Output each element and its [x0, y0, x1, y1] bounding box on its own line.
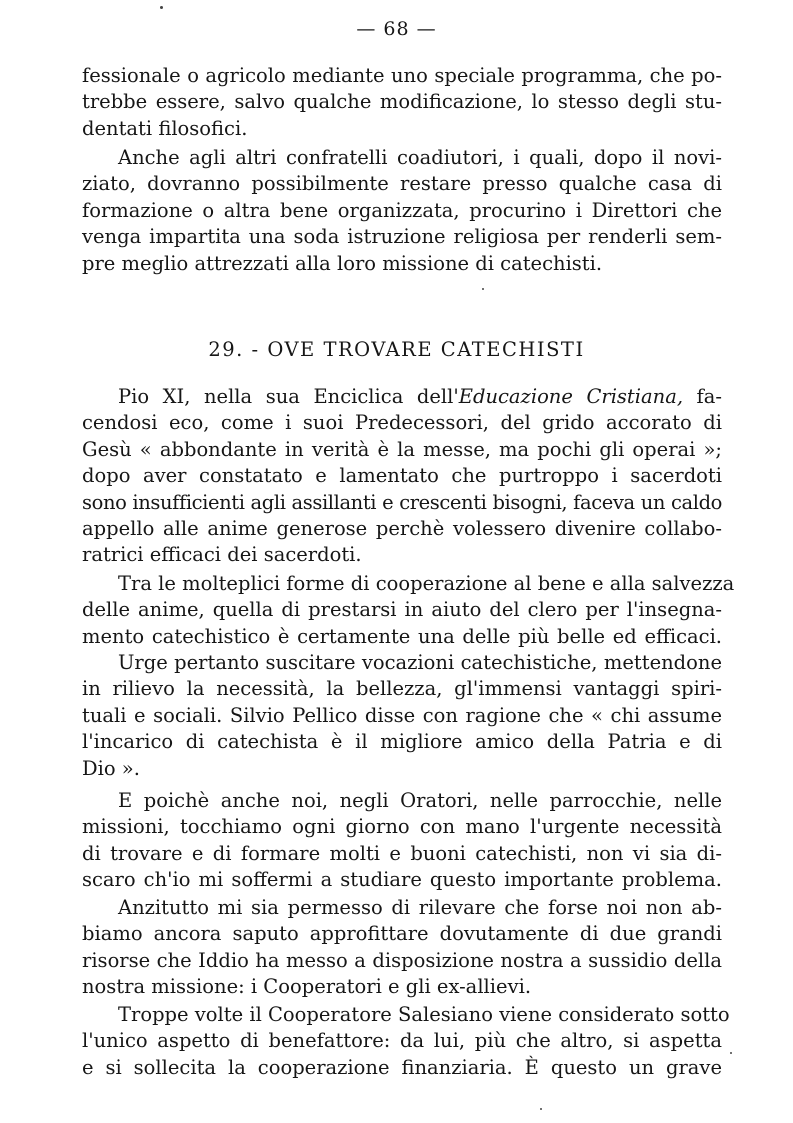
- section-heading: 29. - OVE TROVARE CATECHISTI: [208, 338, 585, 361]
- paragraph-risorse: [82, 895, 722, 1001]
- paragraph-oratori: [82, 788, 722, 894]
- text-line: risorse che Iddio ha messo a disposizione nostra a sussidio della: [82, 948, 722, 972]
- text-line: Dio ».: [82, 756, 140, 780]
- text-line: appello alle anime generose perchè volessero divenire collabo-: [82, 516, 722, 540]
- paragraph-vocazioni: [82, 650, 722, 782]
- text-line: Anzitutto mi sia permesso di rilevare che forse noi non ab-: [118, 896, 722, 919]
- text-line: Troppe volte il Cooperatore Salesiano viene considerato sotto: [118, 1003, 730, 1026]
- text-line: biamo ancora saputo approfittare dovutamente di due grandi: [82, 922, 722, 946]
- text-fragment: Pio XI, nella sua Enciclica dell': [118, 385, 459, 408]
- paragraph-coadiutori: [82, 145, 722, 277]
- text-line: scaro ch'io mi soffermi a studiare questo importante problema.: [82, 868, 722, 892]
- text-line: ratrici efficaci dei sacerdoti.: [82, 543, 362, 567]
- text-line: dentati filosofici.: [82, 116, 248, 140]
- text-line: fessionale o agricolo mediante uno speciale programma, che po-: [82, 64, 722, 87]
- paragraph-pio-xi: [82, 384, 722, 569]
- text-line: nostra missione: i Cooperatori e gli ex-allievi.: [82, 975, 532, 999]
- text-line: formazione o altra bene organizzata, procurino i Direttori che: [82, 198, 722, 222]
- italic-title: Educazione Cristiana,: [458, 385, 684, 408]
- text-line: l'incarico di catechista è il migliore amico della Patria e di: [82, 730, 722, 754]
- text-line: Urge pertanto suscitare vocazioni catechistiche, mettendone: [118, 651, 722, 674]
- print-speck: [730, 1052, 732, 1054]
- text-line: trebbe essere, salvo qualche modificazione, lo stesso degli stu-: [82, 90, 722, 114]
- text-line: dopo aver constatato e lamentato che purtroppo i sacerdoti: [82, 464, 722, 488]
- text-line: venga impartita una soda istruzione religiosa per renderli sem-: [82, 225, 722, 249]
- text-line: l'unico aspetto di benefattore: da lui, più che altro, si aspetta: [82, 1029, 722, 1053]
- text-line: delle anime, quella di prestarsi in aiuto del clero per l'insegna-: [82, 598, 722, 622]
- text-line: E poichè anche noi, negli Oratori, nelle parrocchie, nelle: [118, 789, 722, 812]
- page-number: — 68 —: [356, 18, 437, 40]
- text-line: ziato, dovranno possibilmente restare presso qualche casa di: [82, 172, 722, 196]
- text-line: in rilievo la necessità, la bellezza, gl'immensi vantaggi spiri-: [82, 677, 722, 701]
- paragraph-cooperatore: [82, 1002, 730, 1081]
- text-line: Gesù « abbondante in verità è la messe, ma pochi gli operai »;: [82, 437, 722, 461]
- print-speck: [482, 288, 484, 290]
- text-fragment: fa-: [683, 385, 722, 408]
- text-line: di trovare e di formare molti e buoni catechisti, non vi sia di-: [82, 841, 722, 865]
- print-speck: [540, 1108, 542, 1110]
- text-line: missioni, tocchiamo ogni giorno con mano l'urgente necessità: [82, 815, 722, 839]
- text-line: cendosi eco, come i suoi Predecessori, del grido accorato di: [82, 411, 722, 435]
- text-line: mento catechistico è certamente una delle più belle ed efficaci.: [82, 624, 722, 648]
- paragraph-cooperazione: [82, 571, 735, 650]
- text-line: sono insufficienti agli assillanti e crescenti bisogni, faceva un caldo: [82, 490, 722, 514]
- text-line: [82, 384, 722, 410]
- text-line: tuali e sociali. Silvio Pellico disse con ragione che « chi assume: [82, 703, 722, 727]
- text-line: e si sollecita la cooperazione finanziaria. È questo un grave: [82, 1055, 722, 1079]
- text-line: Tra le molteplici forme di cooperazione al bene e alla salvezza: [118, 572, 735, 595]
- text-line: pre meglio attrezzati alla loro missione di catechisti.: [82, 251, 603, 275]
- text-line: Anche agli altri confratelli coadiutori, i quali, dopo il novi-: [118, 146, 722, 169]
- print-speck: [160, 6, 163, 9]
- paragraph-continuation: [82, 63, 722, 142]
